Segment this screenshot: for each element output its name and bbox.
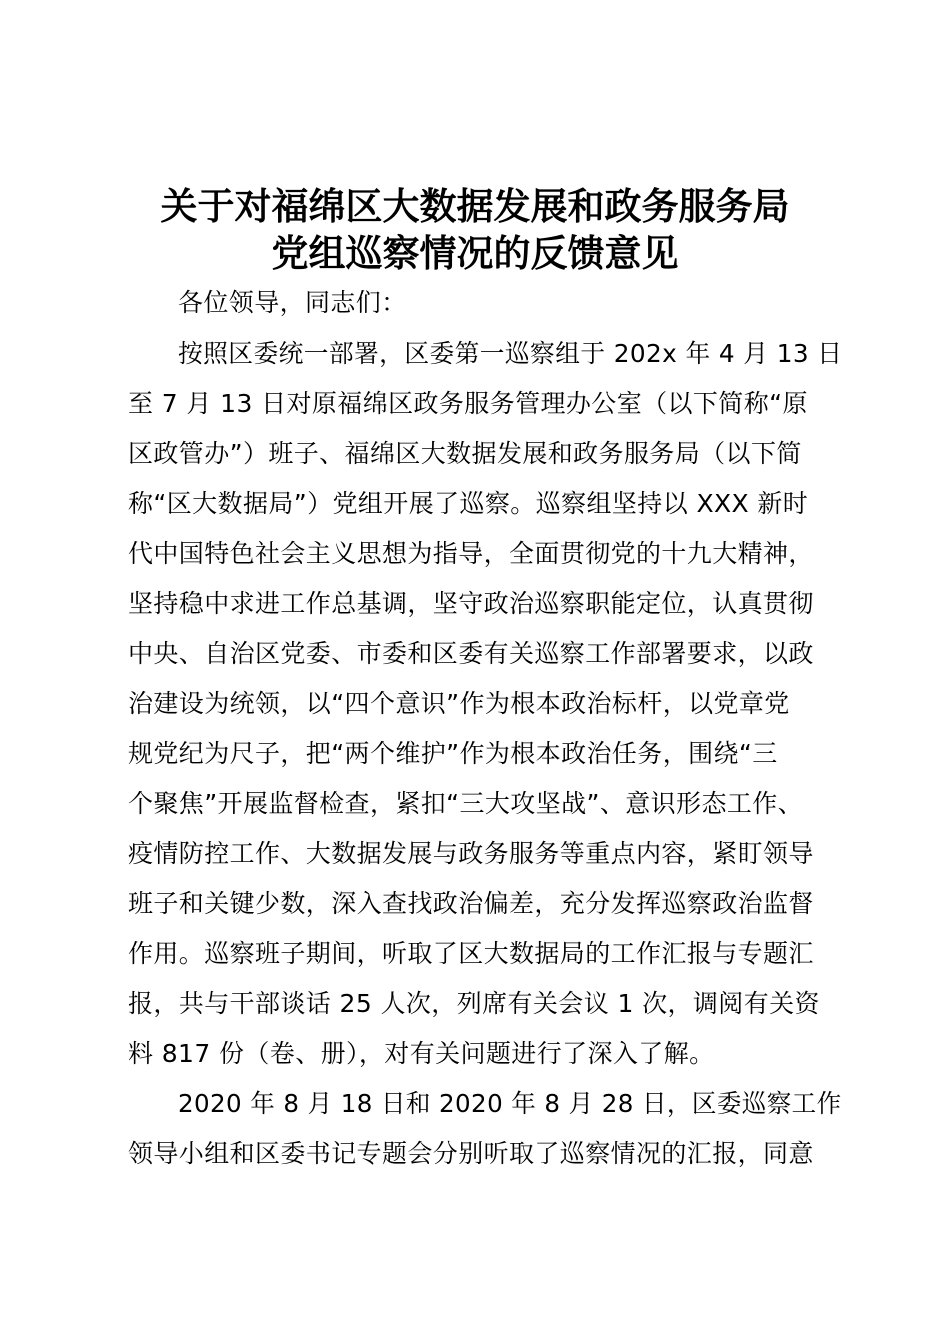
body-line: 报，共与干部谈话 25 人次，列席有关会议 1 次，调阅有关资 [128, 989, 820, 1018]
body-line: 作用。巡察班子期间，听取了区大数据局的工作汇报与专题汇 [128, 939, 814, 968]
body-line: 至 7 月 13 日对原福绵区政务服务管理办公室（以下简称“原 [128, 389, 808, 418]
body-line: 区政管办”）班子、福绵区大数据发展和政务服务局（以下简 [128, 439, 802, 468]
body-line: 领导小组和区委书记专题会分别听取了巡察情况的汇报，同意 [128, 1139, 814, 1168]
body-line: 规党纪为尺子，把“两个维护”作为根本政治任务，围绕“三 [128, 739, 778, 768]
body-line: 中央、自治区党委、市委和区委有关巡察工作部署要求，以政 [128, 639, 814, 668]
document-title-line-1: 关于对福绵区大数据发展和政务服务局 [160, 185, 790, 228]
body-line: 班子和关键少数，深入查找政治偏差，充分发挥巡察政治监督 [128, 889, 814, 918]
body-line: 按照区委统一部署，区委第一巡察组于 202x 年 4 月 13 日 [178, 339, 843, 368]
body-line: 个聚焦”开展监督检查，紧扣“三大攻坚战”、意识形态工作、 [128, 789, 804, 818]
body-line: 料 817 份（卷、册），对有关问题进行了深入了解。 [128, 1039, 715, 1068]
body-line: 2020 年 8 月 18 日和 2020 年 8 月 28 日，区委巡察工作 [178, 1089, 842, 1118]
body-line: 治建设为统领，以“四个意识”作为根本政治标杆，以党章党 [128, 689, 790, 718]
body-line: 坚持稳中求进工作总基调，坚守政治巡察职能定位，认真贯彻 [128, 589, 814, 618]
body-line: 代中国特色社会主义思想为指导，全面贯彻党的十九大精神， [128, 539, 814, 568]
salutation: 各位领导，同志们： [178, 288, 407, 317]
body-line: 称“区大数据局”）党组开展了巡察。巡察组坚持以 XXX 新时 [128, 489, 809, 518]
body-line: 疫情防控工作、大数据发展与政务服务等重点内容，紧盯领导 [128, 839, 814, 868]
document-title-line-2: 党组巡察情况的反馈意见 [271, 232, 679, 275]
